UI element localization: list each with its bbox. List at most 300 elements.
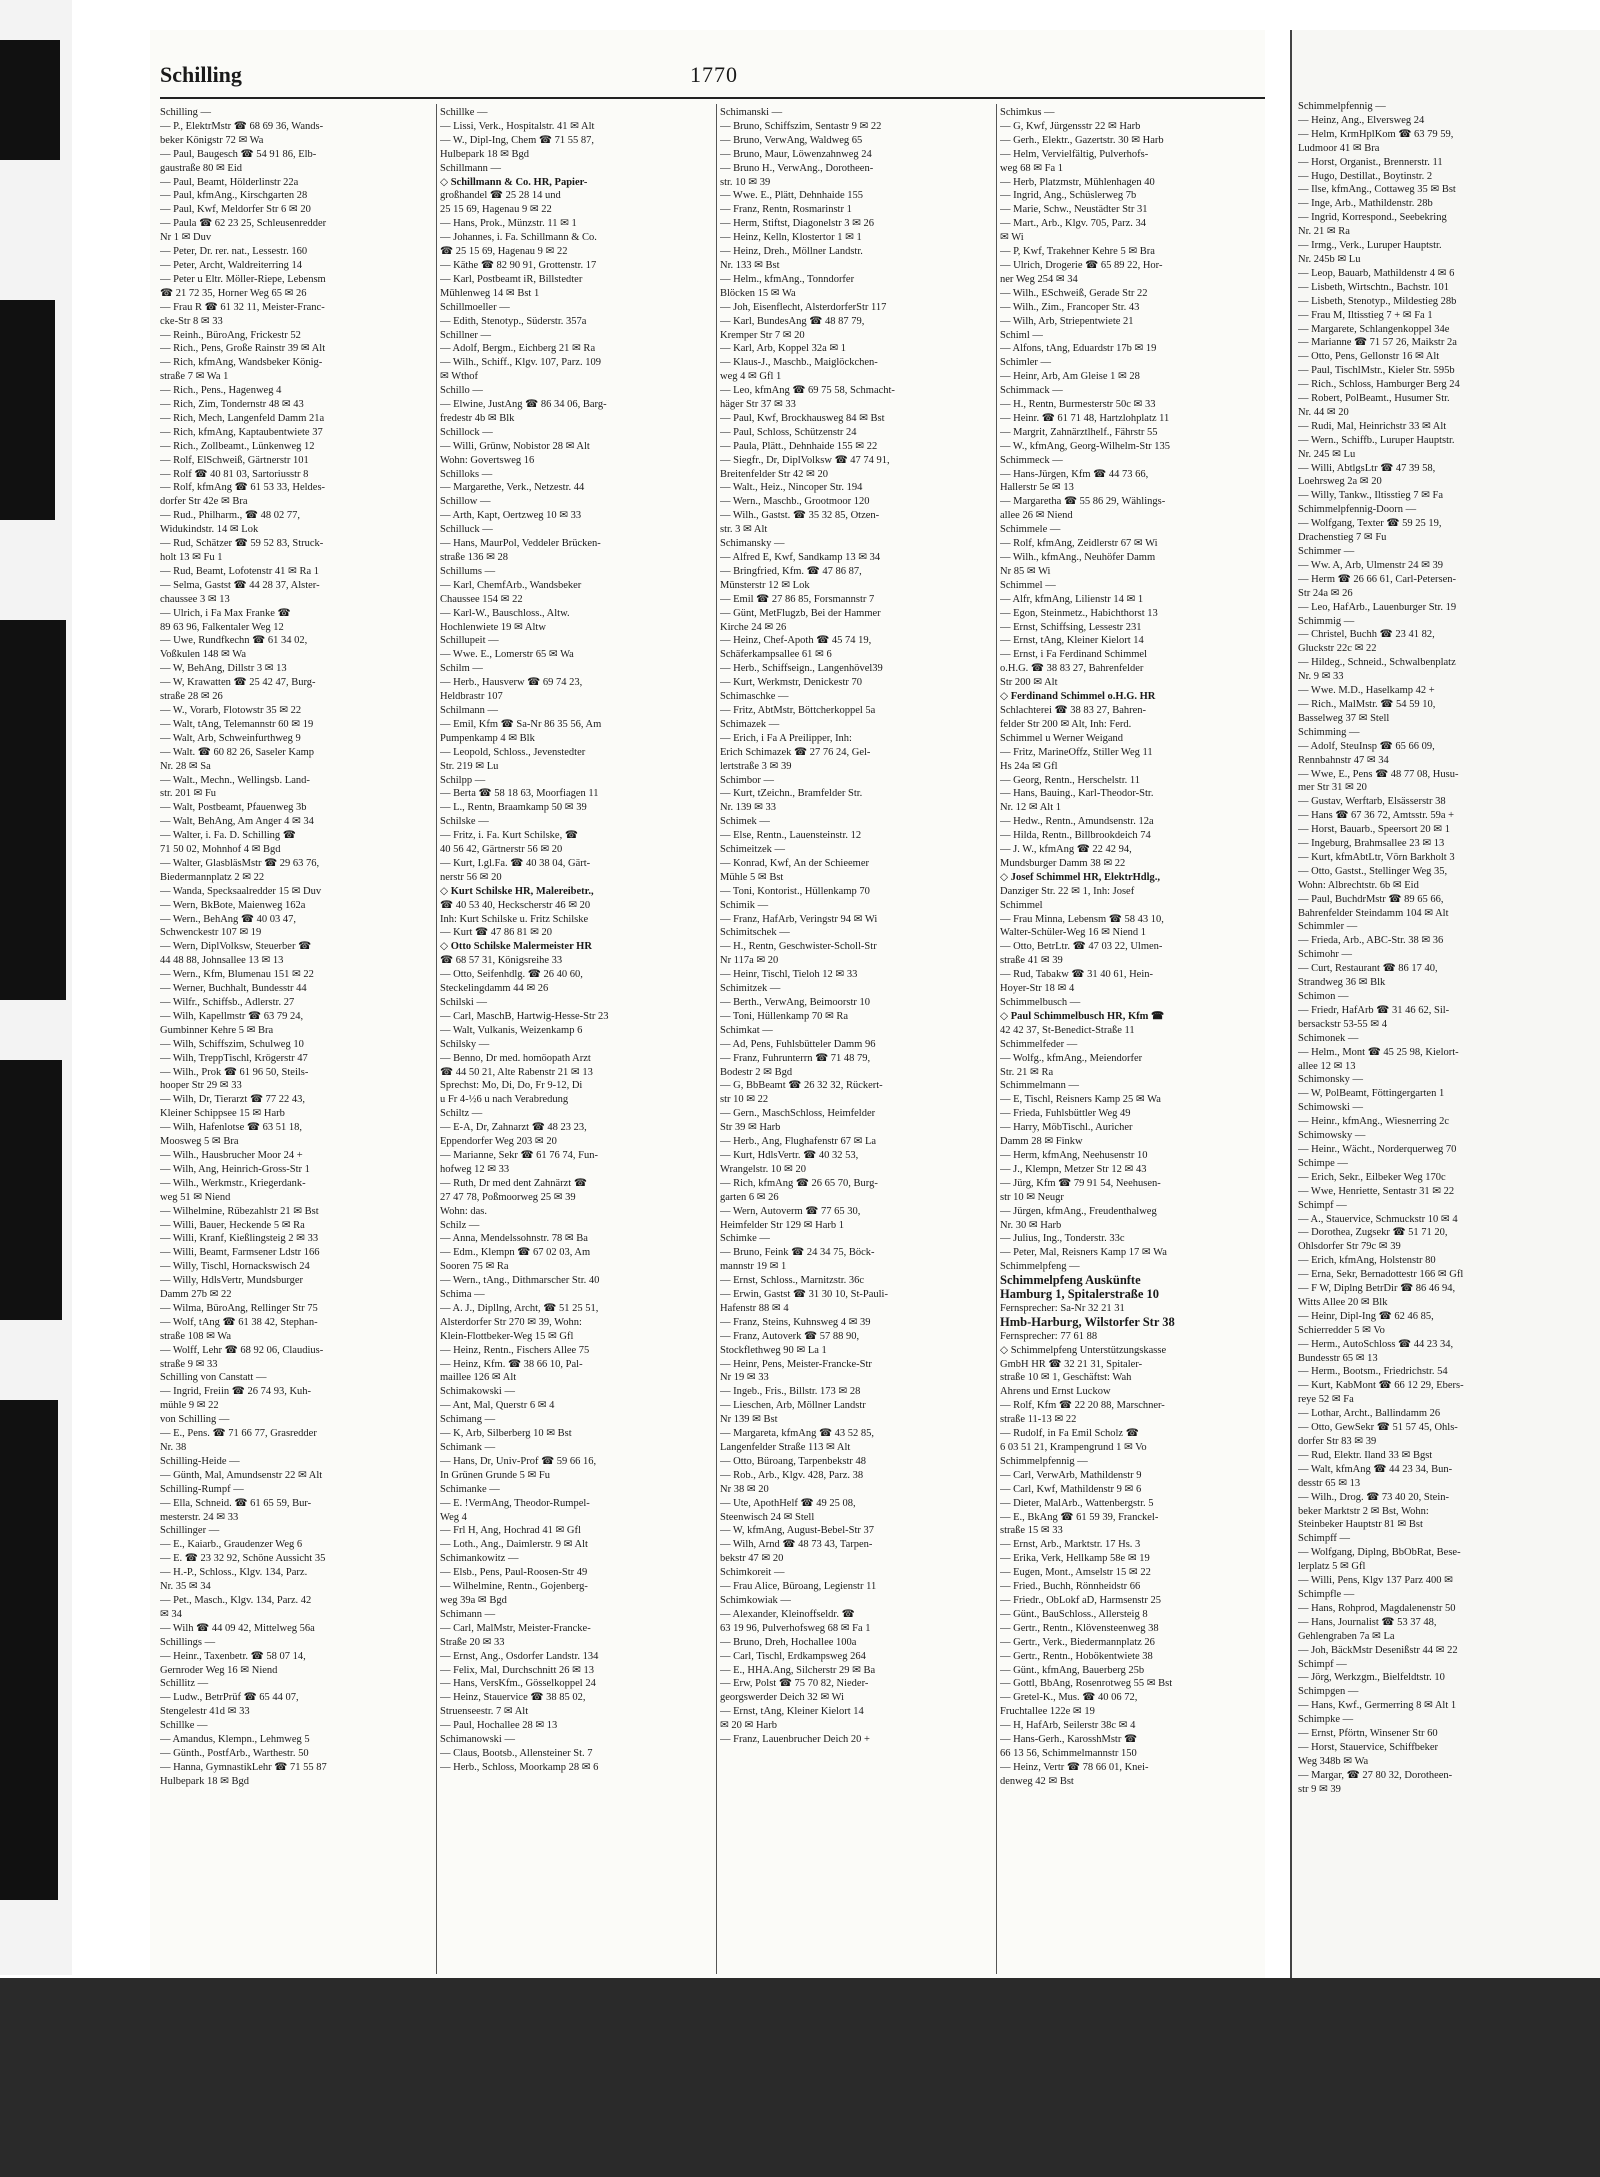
listing-line: felder Str 200 ✉ Alt, Inh: Ferd. xyxy=(1000,718,1132,730)
listing-line: — Jörg, Werkzgm., Bielfeldtstr. 10 xyxy=(1298,1672,1445,1684)
listing-line: — Walt, Vulkanis, Weizenkamp 6 xyxy=(440,1024,583,1036)
listing-line: georgswerder Deich 32 ✉ Wi xyxy=(720,1692,845,1704)
listing-line: — E. !VermAng, Theodor-Rumpel- xyxy=(440,1497,590,1509)
listing-line: — Emil, Kfm ☎ Sa-Nr 86 35 56, Am xyxy=(440,718,602,730)
listing-line: — Joh, BäckMstr Desenißstr 44 ✉ 22 xyxy=(1298,1644,1458,1656)
listing-line: — Toni, Hüllenkamp 70 ✉ Ra xyxy=(720,1010,849,1022)
listing-line: Schimmel u Werner Weigand xyxy=(1000,732,1124,744)
listing-line: — W, PolBeamt, Föttingergarten 1 xyxy=(1298,1088,1445,1100)
listing-line: — Marianne ☎ 71 57 26, Maikstr 2a xyxy=(1298,337,1457,349)
listing-line: — W, BehAng, Dillstr 3 ✉ 13 xyxy=(160,663,287,675)
listing-line: — P, Kwf, Trakehner Kehre 5 ✉ Bra xyxy=(1000,246,1155,258)
listing-line: allee 26 ✉ Niend xyxy=(1000,510,1073,522)
listing-line: Schillmann — xyxy=(440,162,501,174)
listing-line: Schimanke — xyxy=(440,1483,500,1495)
listing-line: — E, Tischl, Reisners Kamp 25 ✉ Wa xyxy=(1000,1094,1161,1106)
listing-line: Schilling-Heide — xyxy=(160,1455,240,1467)
listing-line: — E., Pens. ☎ 71 66 77, Grasredder xyxy=(160,1428,317,1440)
listing-line: Steckelingdamm 44 ✉ 26 xyxy=(440,983,549,995)
listing-line: — Ernst, tAng, Kleiner Kielort 14 xyxy=(1000,635,1144,647)
listing-line: — Paul, TischlMstr., Kieler Str. 595b xyxy=(1298,365,1455,377)
listing-line: Schimik — xyxy=(720,899,769,911)
listing-line: — Hans, MaurPol, Veddeler Brücken- xyxy=(440,538,601,550)
listing-line: — Heinz, Kelln, Klostertor 1 ✉ 1 xyxy=(720,232,862,244)
listing-line: — Margaretha ☎ 55 86 29, Wählings- xyxy=(1000,496,1166,508)
listing-line: Nr. 9 ✉ 33 xyxy=(1298,671,1344,683)
listing-line: Schillums — xyxy=(440,565,496,577)
listing-line: — J. W., kfmAng ☎ 22 42 94, xyxy=(1000,844,1132,856)
listing-line: Klein-Flottbeker-Weg 15 ✉ Gfl xyxy=(440,1330,574,1342)
listing-line: — Klaus-J., Maschb., Maiglöckchen- xyxy=(720,357,878,369)
listing-line: Münsterstr 12 ✉ Lok xyxy=(720,579,810,591)
listing-line: straße 108 ✉ Wa xyxy=(160,1330,232,1342)
listing-line: — Rud, Tabakw ☎ 31 40 61, Hein- xyxy=(1000,969,1154,981)
listing-line: — Peter u Eltr. Möller-Riepe, Lebensm xyxy=(160,273,326,285)
listing-line: Schillo — xyxy=(440,385,483,397)
listing-line: Schimkat — xyxy=(720,1024,773,1036)
listing-line: — Günth, Mal, Amundsenstr 22 ✉ Alt xyxy=(160,1469,323,1481)
listing-line: — Willi, Kranf, Kießlingsteig 2 ✉ 33 xyxy=(160,1233,319,1245)
listing-line: u Fr 4-½6 u nach Verabredung xyxy=(440,1094,569,1106)
listing-line: lertstraße 3 ✉ 39 xyxy=(720,760,792,772)
listing-line: — Willy, HdlsVertr, Mundsburger xyxy=(160,1275,304,1287)
listing-line: — Siegfr., Dr, DiplVolksw ☎ 47 74 91, xyxy=(720,454,890,466)
listing-line: — Lothar, Archt., Ballindamm 26 xyxy=(1298,1408,1441,1420)
listing-line: — Hugo, Destillat., Boytinstr. 2 xyxy=(1298,170,1433,182)
listing-line: — Käthe ☎ 82 90 91, Grottenstr. 17 xyxy=(440,259,597,271)
listing-line: — Willi, Grünw, Nobistor 28 ✉ Alt xyxy=(440,440,590,452)
listing-line: — A. J., Dipllng, Archt, ☎ 51 25 51, xyxy=(440,1302,599,1314)
listing-line: Schimanowski — xyxy=(440,1734,515,1746)
listing-line: — Egon, Steinmetz., Habichthorst 13 xyxy=(1000,607,1158,619)
listing-line: Ohlsdorfer Str 79c ✉ 39 xyxy=(1298,1241,1401,1253)
listing-line: Chaussee 154 ✉ 22 xyxy=(440,593,523,605)
listing-line: — Paul, Baugesch ☎ 54 91 86, Elb- xyxy=(160,148,317,160)
listing-line: — Paul, Beamt, Hölderlinstr 22a xyxy=(160,176,299,188)
listing-line: Damm 28 ✉ Finkw xyxy=(1000,1136,1083,1148)
listing-line: — Wilhelmine, Rübezahlstr 21 ✉ Bst xyxy=(160,1205,319,1217)
listing-line: — Leop, Bauarb, Mathildenstr 4 ✉ 6 xyxy=(1298,267,1455,279)
listing-line: — Ella, Schneid. ☎ 61 65 59, Bur- xyxy=(160,1497,312,1509)
listing-line: Damm 27b ✉ 22 xyxy=(160,1289,232,1301)
listing-line: Schillner — xyxy=(440,329,492,341)
listing-line: — Rich., Pens, Große Rainstr 39 ✉ Alt xyxy=(160,343,326,355)
listing-line: — Kurt, I.gl.Fa. ☎ 40 38 04, Gärt- xyxy=(440,857,591,869)
listing-line: — Frieda, Arb., ABC-Str. 38 ✉ 36 xyxy=(1298,935,1444,947)
listing-line: — Herb., Hausverw ☎ 69 74 23, xyxy=(440,677,583,689)
listing-line: — Willy, Tankw., Iltisstieg 7 ✉ Fa xyxy=(1298,490,1444,502)
listing-line: Nr. 30 ✉ Harb xyxy=(1000,1219,1062,1231)
listing-line: — Franz, Fuhrunterrn ☎ 71 48 79, xyxy=(720,1052,871,1064)
listing-line: — Berth., VerwAng, Beimoorstr 10 xyxy=(720,997,870,1008)
listing-line: — Hans, Bauing., Karl-Theodor-Str. xyxy=(1000,788,1154,800)
listing-line: hofweg 12 ✉ 33 xyxy=(440,1163,510,1175)
listing-line: — Rich, Mech, Langenfeld Damm 21a xyxy=(160,412,325,424)
listing-line: — Wilh., Zim., Francoper Str. 43 xyxy=(1000,301,1140,313)
listing-line: Wrangelstr. 10 ✉ 20 xyxy=(720,1163,806,1175)
listing-line: Weg 4 xyxy=(440,1511,467,1523)
listing-line: — Wolfgang, Texter ☎ 59 25 19, xyxy=(1298,518,1442,530)
listing-line: — Rolf ☎ 40 81 03, Sartoriusstr 8 xyxy=(160,468,309,480)
listing-line: Schäferkampsallee 61 ✉ 6 xyxy=(720,649,832,661)
listing-line: — Rich, kfmAng ☎ 26 65 70, Burg- xyxy=(720,1177,878,1189)
listing-line: Schimpfle — xyxy=(1298,1588,1355,1600)
listing-line: ☎ 25 15 69, Hagenau 9 ✉ 22 xyxy=(440,246,568,258)
listing-line: — Wern., Maschb., Grootmoor 120 xyxy=(720,496,870,508)
listing-line: — Alfons, tAng, Eduardstr 17b ✉ 19 xyxy=(1000,343,1157,355)
listing-line: — Franz, Rentn, Rosmarinstr 1 xyxy=(720,204,852,216)
listing-line: Struenseestr. 7 ✉ Alt xyxy=(440,1706,529,1718)
listing-line: — Ernst, Ang., Osdorfer Landstr. 134 xyxy=(440,1650,599,1662)
binding-stripe xyxy=(0,300,55,520)
listing-line: Nr 117a ✉ 20 xyxy=(720,955,779,967)
listing-line: Schimpke — xyxy=(1298,1714,1354,1726)
listing-line: Schilpp — xyxy=(440,774,486,786)
listing-line: — Heinz, Chef-Apoth ☎ 45 74 19, xyxy=(720,635,872,647)
listing-line: — Heinz, Ang., Elversweg 24 xyxy=(1298,114,1425,126)
listing-line: — Hans, Kwf., Germerring 8 ✉ Alt 1 xyxy=(1298,1700,1457,1712)
listing-line: beker Königstr 72 ✉ Wa xyxy=(160,134,264,146)
listing-line: Schillmoeller — xyxy=(440,301,510,313)
listing-line: Hallerstr 5e ✉ 13 xyxy=(1000,482,1074,494)
listing-line: 71 50 02, Mohnhof 4 ✉ Bgd xyxy=(160,844,281,856)
listing-line: — Erw, Polst ☎ 75 70 82, Nieder- xyxy=(720,1678,869,1690)
listing-line: — Margareta, kfmAng ☎ 43 52 85, xyxy=(720,1428,875,1440)
listing-line: bersackstr 53-55 ✉ 4 xyxy=(1298,1018,1387,1030)
listing-line: Sprechst: Mo, Di, Do, Fr 9-12, Di xyxy=(440,1080,583,1092)
listing-line: weg 68 ✉ Fa 1 xyxy=(1000,162,1064,174)
listing-line: hooper Str 29 ✉ 33 xyxy=(160,1080,242,1092)
listing-line: ◇ Paul Schimmelbusch HR, Kfm ☎ xyxy=(1000,1010,1165,1022)
listing-line: — Erika, Verk, Hellkamp 58e ✉ 19 xyxy=(1000,1553,1150,1565)
listing-line: — Wilh, Kapellmstr ☎ 63 79 24, xyxy=(160,1010,304,1022)
listing-line: — Wern, BkBote, Maienweg 162a xyxy=(160,899,306,911)
listing-line: — Edm., Klempn ☎ 67 02 03, Am xyxy=(440,1247,591,1259)
listing-line: — W., Vorarb, Flotowstr 35 ✉ 22 xyxy=(160,704,302,716)
listing-line: — E. ☎ 23 32 92, Schöne Aussicht 35 xyxy=(160,1553,326,1565)
listing-line: Schwenckestr 107 ✉ 19 xyxy=(160,927,262,939)
listing-line: — Rich., Zollbeamt., Lünkenweg 12 xyxy=(160,440,315,452)
listing-line: str 9 ✉ 39 xyxy=(1298,1783,1341,1795)
listing-line: — Ludw., BetrPrüf ☎ 65 44 07, xyxy=(160,1692,299,1704)
listing-line: Schilz — xyxy=(440,1219,480,1231)
listing-line: Schillock — xyxy=(440,426,493,438)
listing-line: — Otto, Seifenhdlg. ☎ 26 40 60, xyxy=(440,969,583,981)
listing-line: Schimmer — xyxy=(1298,546,1355,557)
listing-line: — Heinz, Dreh., Möllner Landstr. xyxy=(720,246,863,258)
listing-line: — W., kfmAng, Georg-Wilhelm-Str 135 xyxy=(1000,440,1170,452)
listing-line: desstr 65 ✉ 13 xyxy=(1298,1477,1361,1489)
column-rule xyxy=(436,104,437,1974)
listing-line: ◇ Josef Schimmel HR, ElektrHdlg., xyxy=(1000,871,1161,883)
listing-line: — Heinr., Wächt., Norderquerweg 70 xyxy=(1298,1143,1457,1155)
listing-line: — Günt., BauSchloss., Allersteig 8 xyxy=(1000,1608,1148,1620)
listing-line: Schillke — xyxy=(440,107,488,118)
listing-line: Biedermannplatz 2 ✉ 22 xyxy=(160,871,265,883)
listing-line: — Walt. ☎ 60 82 26, Saseler Kamp xyxy=(160,746,315,758)
listing-line: Schimanski — xyxy=(720,107,783,118)
listing-line: — Else, Rentn., Lauensteinstr. 12 xyxy=(720,830,862,842)
listing-line: Gehlengraben 7a ✉ La xyxy=(1298,1630,1395,1642)
listing-line: — Gottl, BbAng, Rosenrotweg 55 ✉ Bst xyxy=(1000,1678,1173,1690)
listing-line: — E., HHA.Ang, Silcherstr 29 ✉ Ba xyxy=(720,1664,876,1676)
listing-line: Bundesstr 65 ✉ 13 xyxy=(1298,1352,1378,1364)
listing-line: — Wwe. E., Plätt, Dehnhaide 155 xyxy=(720,190,863,202)
listing-line: — H, HafArb, Seilerstr 38c ✉ 4 xyxy=(1000,1720,1136,1732)
listing-line: Schimmelpfennig — xyxy=(1298,101,1386,112)
listing-line: — Rich., Schloss, Hamburger Berg 24 xyxy=(1298,379,1460,391)
listing-line: Schimank — xyxy=(440,1442,496,1453)
listing-line: — Bruno, Dreh, Hochallee 100a xyxy=(720,1636,857,1648)
listing-line: — Hans, Dr, Univ-Prof ☎ 59 66 16, xyxy=(440,1455,597,1467)
listing-line: Schimmelbusch — xyxy=(1000,997,1081,1008)
listing-line: von Schilling — xyxy=(160,1414,230,1426)
listing-line: — Margarethe, Verk., Netzestr. 44 xyxy=(440,482,585,494)
listing-line: — Wern, Autoverm ☎ 77 65 30, xyxy=(720,1205,861,1217)
listing-line: Schimitzek — xyxy=(720,983,781,995)
listing-line: Nr 38 ✉ 20 xyxy=(720,1483,769,1495)
listing-line: Pumpenkamp 4 ✉ Blk xyxy=(440,732,535,744)
listing-line: Hulbepark 18 ✉ Bgd xyxy=(440,148,529,160)
listing-line: — Herb, Platzmstr, Mühlenhagen 40 xyxy=(1000,176,1155,188)
listing-line: ◇ Kurt Schilske HR, Malereibetr., xyxy=(440,885,594,897)
listing-line: — Wern., Schiffb., Luruper Hauptstr. xyxy=(1298,434,1455,446)
listing-line: — Carl, MalMstr, Meister-Francke- xyxy=(440,1622,591,1634)
listing-line: — Paul, Kwf, Brockhausweg 84 ✉ Bst xyxy=(720,412,885,424)
listing-line: — Frl H, Ang, Hochrad 41 ✉ Gfl xyxy=(440,1525,581,1537)
listing-line: — Felix, Mal, Durchschnitt 26 ✉ 13 xyxy=(440,1664,595,1676)
right-page-column xyxy=(1298,100,1598,1797)
listing-line: — Herm., AutoSchloss ☎ 44 23 34, xyxy=(1298,1338,1454,1350)
listing-line: — Rolf, Kfm ☎ 22 20 88, Marschner- xyxy=(1000,1400,1165,1412)
listing-line: Schimek — xyxy=(720,816,770,828)
listing-line: — Adolf, SteuInsp ☎ 65 66 09, xyxy=(1298,740,1435,752)
listing-line: — Johannes, i. Fa. Schillmann & Co. xyxy=(440,232,597,244)
listing-line: — Rud, Beamt, Lofotenstr 41 ✉ Ra 1 xyxy=(160,565,319,577)
listing-line: — Kurt, tZeichn., Bramfelder Str. xyxy=(720,788,863,800)
listing-line: — Heinz, Rentn., Fischers Allee 75 xyxy=(440,1344,590,1356)
listing-line: — Erich, kfmAng, Holstenstr 80 xyxy=(1298,1255,1436,1267)
binding-stripe xyxy=(0,40,60,160)
listing-line: häger Str 37 ✉ 33 xyxy=(720,399,796,411)
page-number: 1770 xyxy=(690,62,738,87)
listing-line: chaussee 3 ✉ 13 xyxy=(160,593,230,605)
listing-line: — Kurt ☎ 47 86 81 ✉ 20 xyxy=(440,927,552,939)
listing-line: Schimpgen — xyxy=(1298,1686,1359,1698)
listing-line: — Otto, BetrLtr. ☎ 47 03 22, Ulmen- xyxy=(1000,941,1163,953)
listing-line: — Heinz, Vertr ☎ 78 66 01, Knei- xyxy=(1000,1761,1149,1773)
listing-line: — Ernst, Arb., Marktstr. 17 Hs. 3 xyxy=(1000,1539,1141,1551)
listing-line: — Ute, ApothHelf ☎ 49 25 08, xyxy=(720,1497,856,1509)
listing-line: — Pet., Masch., Klgv. 134, Parz. 42 xyxy=(160,1594,312,1606)
listing-line: Langenfelder Straße 113 ✉ Alt xyxy=(720,1442,851,1453)
listing-line: — Alfred E, Kwf, Sandkamp 13 ✉ 34 xyxy=(720,552,881,563)
listing-line: Schlachterei ☎ 38 83 27, Bahren- xyxy=(1000,704,1147,716)
listing-line: Schilski — xyxy=(440,997,487,1008)
listing-line: Schimmelpfeng — xyxy=(1000,1261,1080,1273)
listing-line: Voßkulen 148 ✉ Wa xyxy=(160,649,247,661)
listing-line: — Paul, kfmAng., Kirschgarten 28 xyxy=(160,190,308,202)
listing-line: — Carl, VerwArb, Mathildenstr 9 xyxy=(1000,1469,1142,1481)
listing-line: — Bruno, Schiffszim, Sentastr 9 ✉ 22 xyxy=(720,120,882,132)
listing-line: Schilsky — xyxy=(440,1038,490,1050)
listing-line: — Ilse, kfmAng., Cottaweg 35 ✉ Bst xyxy=(1298,184,1456,196)
listing-line: — W, Krawatten ☎ 25 42 47, Burg- xyxy=(160,677,316,689)
listing-line: Str. 21 ✉ Ra xyxy=(1000,1066,1054,1078)
listing-line: Schilm — xyxy=(440,663,483,675)
listing-line: — Leopold, Schloss., Jevenstedter xyxy=(440,746,586,758)
listing-line: Schillke — xyxy=(160,1720,208,1732)
listing-line: Schimpe — xyxy=(1298,1157,1348,1169)
listing-line: — Hanna, GymnastikLehr ☎ 71 55 87 xyxy=(160,1761,327,1773)
listing-line: — Herm, kfmAng, Neehusenstr 10 xyxy=(1000,1149,1148,1161)
listing-line: — Walt., Heiz., Nincoper Str. 194 xyxy=(720,482,863,494)
listing-line: — G, BbBeamt ☎ 26 32 32, Rückert- xyxy=(720,1080,883,1092)
listing-line: Erich Schimazek ☎ 27 76 24, Gel- xyxy=(720,746,871,758)
listing-line: — Elsb., Pens, Paul-Roosen-Str 49 xyxy=(440,1567,588,1579)
listing-line: — Gertr., Rentn., Hobökentwiete 38 xyxy=(1000,1650,1153,1662)
listing-line: — Fritz, MarineOffz, Stiller Weg 11 xyxy=(1000,746,1153,758)
listing-line: Schiltz — xyxy=(440,1108,483,1120)
listing-line: Nr. 35 ✉ 34 xyxy=(160,1581,211,1593)
listing-line: — Hildeg., Schneid., Schwalbenplatz xyxy=(1298,657,1456,669)
listing-line: — Walt, Arb, Schweinfurthweg 9 xyxy=(160,732,301,744)
listing-line: — Wern, DiplVolksw, Steuerber ☎ xyxy=(160,941,312,953)
listing-line: Strandweg 36 ✉ Blk xyxy=(1298,977,1386,989)
header-rule xyxy=(160,97,1265,99)
listing-line: str. 10 ✉ 39 xyxy=(720,176,771,188)
listing-line: — Frau R ☎ 61 32 11, Meister-Franc- xyxy=(160,301,325,313)
listing-line: Weg 348b ✉ Wa xyxy=(1298,1755,1369,1767)
listing-line: — Erich, i Fa A Preilipper, Inh: xyxy=(720,732,852,744)
listing-line: — Willi, Bauer, Heckende 5 ✉ Ra xyxy=(160,1219,305,1231)
listing-line: — Dorothea, Zugsekr ☎ 51 71 20, xyxy=(1298,1227,1448,1239)
listing-line: — Peter, Mal, Reisners Kamp 17 ✉ Wa xyxy=(1000,1247,1167,1259)
listing-line: Schimann — xyxy=(440,1608,496,1620)
listing-line: Schimowsky — xyxy=(1298,1130,1366,1142)
listing-line: — Lisbeth, Wirtschtn., Bachstr. 101 xyxy=(1298,281,1450,293)
listing-line: Hoyer-Str 18 ✉ 4 xyxy=(1000,983,1075,995)
listing-line: — Rich, Zim, Tondernstr 48 ✉ 43 xyxy=(160,399,304,411)
listing-line: Heimfelder Str 129 ✉ Harb 1 xyxy=(720,1219,844,1231)
listing-line: — Ad, Pens, Fuhlsbütteler Damm 96 xyxy=(720,1038,876,1050)
listing-line: — Margar, ☎ 27 80 32, Dorotheen- xyxy=(1298,1769,1453,1781)
listing-line: — Toni, Kontorist., Hüllenkamp 70 xyxy=(720,885,870,897)
listing-line: Schima — xyxy=(440,1289,485,1301)
listing-line: — Wilh ☎ 44 09 42, Mittelweg 56a xyxy=(160,1622,315,1634)
listing-line: — Gustav, Werftarb, Elsässerstr 38 xyxy=(1298,796,1446,808)
listing-line: — Willy, Tischl, Hornackswisch 24 xyxy=(160,1261,310,1273)
listing-line: — Lisbeth, Stenotyp., Mildestieg 28b xyxy=(1298,295,1457,307)
listing-line: Gumbinner Kehre 5 ✉ Bra xyxy=(160,1024,274,1036)
listing-line: dorfer Str 83 ✉ 39 xyxy=(1298,1436,1377,1447)
listing-line: — Jürg, Kfm ☎ 79 91 54, Neehusen- xyxy=(1000,1177,1161,1189)
listing-line: straße 28 ✉ 26 xyxy=(160,691,223,703)
listing-line: — Marie, Schw., Neustädter Str 31 xyxy=(1000,204,1148,216)
listing-line: — E., BkAng ☎ 61 59 39, Franckel- xyxy=(1000,1511,1159,1523)
listing-line: — Amandus, Klempn., Lehmweg 5 xyxy=(160,1734,310,1746)
listing-line: — Carl, MaschB, Hartwig-Hesse-Str 23 xyxy=(440,1010,609,1022)
listing-line: ◇ Otto Schilske Malermeister HR xyxy=(440,941,592,953)
listing-line: — Erwin, Gastst ☎ 31 30 10, St-Pauli- xyxy=(720,1289,888,1301)
listing-line: — Walt, BehAng, Am Anger 4 ✉ 34 xyxy=(160,816,314,828)
listing-line: — Eugen, Mont., Amselstr 15 ✉ 22 xyxy=(1000,1567,1151,1579)
listing-line: lerplatz 5 ✉ Gfl xyxy=(1298,1561,1366,1573)
listing-line: — Peter, Archt, Waldreiterring 14 xyxy=(160,259,303,271)
listing-line: Blöcken 15 ✉ Wa xyxy=(720,287,796,299)
listing-line: — Wwe, Henriette, Sentastr 31 ✉ 22 xyxy=(1298,1185,1455,1197)
listing-line: — Arth, Kapt, Oertzweg 10 ✉ 33 xyxy=(440,510,582,522)
listing-line: — Gertr., Rentn., Klövensteenweg 38 xyxy=(1000,1622,1159,1634)
listing-line: — Hans, Journalist ☎ 53 37 48, xyxy=(1298,1616,1437,1628)
listing-line: — Walter, GlasbläsMstr ☎ 29 63 76, xyxy=(160,857,320,869)
listing-line: ☎ 44 50 21, Alte Rabenstr 21 ✉ 13 xyxy=(440,1066,593,1078)
listing-line: ✉ 34 xyxy=(160,1608,182,1620)
listing-line: Wohn: Albrechtstr. 6b ✉ Eid xyxy=(1298,879,1419,891)
listing-line: — Friedr., ObLokf aD, Harmsenstr 25 xyxy=(1000,1594,1161,1606)
listing-line: Schimonsky — xyxy=(1298,1074,1364,1086)
listing-line: — Rich., Pens., Hagenweg 4 xyxy=(160,385,282,397)
listing-line: — Heinr. ☎ 61 71 48, Hartzlohplatz 11 xyxy=(1000,412,1170,424)
listing-line: 40 56 42, Gärtnerstr 56 ✉ 20 xyxy=(440,844,563,856)
listing-line: ✉ 20 ✉ Harb xyxy=(720,1720,777,1732)
listing-line: Nr. 38 xyxy=(160,1442,187,1453)
listing-line: Schimakowski — xyxy=(440,1386,515,1398)
listing-line: — Hans, Rohprod, Magdalenenstr 50 xyxy=(1298,1602,1456,1614)
listing-line: Ludmoor 41 ✉ Bra xyxy=(1298,142,1380,154)
listing-line: mannstr 19 ✉ 1 xyxy=(720,1261,787,1273)
listing-line: — H., Rentn, Burmesterstr 50c ✉ 33 xyxy=(1000,399,1156,411)
listing-line: — Frau M, Iltisstieg 7 + ✉ Fa 1 xyxy=(1298,309,1433,321)
listing-line: — Paula, Plätt., Dehnhaide 155 ✉ 22 xyxy=(720,440,878,452)
listing-line: — Rolf, kfmAng ☎ 61 53 33, Heldes- xyxy=(160,482,326,494)
listing-line: Schimmeck — xyxy=(1000,454,1063,466)
listing-line: — Heinr., Taxenbetr. ☎ 58 07 14, xyxy=(160,1650,306,1662)
listing-line: holt 13 ✉ Fu 1 xyxy=(160,552,223,563)
listing-line: Hafenstr 88 ✉ 4 xyxy=(720,1302,789,1314)
listing-line: Schimmelfeder — xyxy=(1000,1038,1078,1050)
listing-line: Stockflethweg 90 ✉ La 1 xyxy=(720,1344,827,1356)
listing-line: Kirche 24 ✉ 26 xyxy=(720,621,787,633)
listing-line: reye 52 ✉ Fa xyxy=(1298,1394,1354,1406)
listing-line: — Günt., kfmAng, Bauerberg 25b xyxy=(1000,1664,1145,1676)
listing-line: — Ernst, Schloss., Marnitzstr. 36c xyxy=(720,1275,865,1287)
listing-line: — Wilh., Gastst. ☎ 35 32 85, Otzen- xyxy=(720,510,880,522)
listing-line: Gluckstr 22c ✉ 22 xyxy=(1298,643,1377,655)
listing-line: — Rud, Schätzer ☎ 59 52 83, Struck- xyxy=(160,538,324,550)
listing-line: — Margarete, Schlangenkoppel 34e xyxy=(1298,323,1450,335)
listing-line: — Jürgen, kfmAng., Freudenthalweg xyxy=(1000,1205,1157,1217)
listing-line: Nr. 12 ✉ Alt 1 xyxy=(1000,802,1062,814)
listing-line: str 10 ✉ Neugr xyxy=(1000,1191,1064,1203)
listing-line: Schimkoreit — xyxy=(720,1567,785,1579)
listing-line: Schilmann — xyxy=(440,704,499,716)
listing-line: — Anna, Mendelssohnstr. 78 ✉ Ba xyxy=(440,1233,588,1245)
listing-line: ☎ 68 57 31, Königsreihe 33 xyxy=(440,955,563,967)
listing-line: — Rudolf, in Fa Emil Scholz ☎ xyxy=(1000,1428,1139,1440)
listing-line: Schimmel — xyxy=(1000,579,1056,591)
listing-line: — Willi, AbtlgsLtr ☎ 47 39 58, xyxy=(1298,462,1436,474)
listing-line: — Lieschen, Arb, Möllner Landstr xyxy=(720,1400,866,1412)
listing-line: Schilloks — xyxy=(440,468,493,480)
listing-line: Schimmig — xyxy=(1298,615,1355,627)
listing-line: ✉ Wi xyxy=(1000,232,1024,244)
listing-line: Schimeitzek — xyxy=(720,844,786,856)
listing-line: — Irmg., Verk., Luruper Hauptstr. xyxy=(1298,240,1442,252)
listing-line: Widukindstr. 14 ✉ Lok xyxy=(160,524,259,536)
listing-line: Stengelestr 41d ✉ 33 xyxy=(160,1706,250,1718)
listing-line: — Claus, Bootsb., Allensteiner St. 7 xyxy=(440,1747,593,1759)
